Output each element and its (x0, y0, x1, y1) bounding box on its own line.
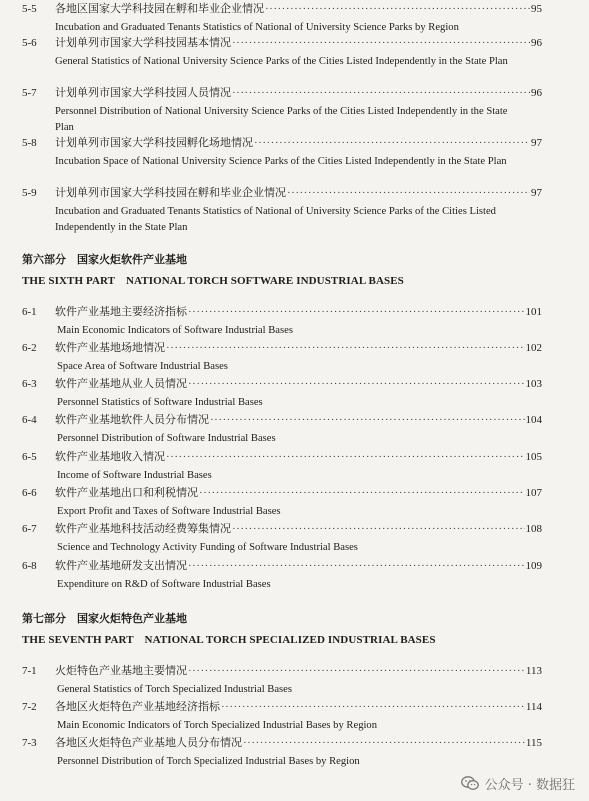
entry-number: 6-5 (22, 451, 37, 463)
leader-dots (166, 449, 525, 466)
leader-dots (188, 304, 525, 321)
entry-page: 109 (525, 560, 542, 572)
entry-title-zh: 软件产业基地场地情况 (55, 342, 165, 354)
toc-entry-5-9 (22, 185, 542, 236)
entry-number: 6-2 (22, 342, 37, 354)
toc-entry-5-7 (22, 85, 542, 136)
section-title-en: THE SIXTH PART NATIONAL TORCH SOFTWARE INDUSTRIAL BASES (22, 275, 404, 287)
leader-dots (232, 521, 525, 538)
entry-title-en: Expenditure on R&D of Software Industrial Bases (57, 579, 271, 590)
leader-dots (232, 35, 530, 52)
entry-number: 5-9 (22, 187, 37, 199)
entry-number: 5-5 (22, 3, 37, 15)
toc-entry-7-2 (22, 699, 542, 734)
entry-title-en: Main Economic Indicators of Torch Specialized Industrial Bases by Region (57, 720, 378, 731)
leader-dots (166, 340, 525, 357)
section-title-zh: 第六部分 国家火炬软件产业基地 (22, 254, 187, 266)
entry-page: 102 (525, 342, 542, 354)
entry-title-en: General Statistics of National University Science Parks of the Cities Listed Independently in the State Plan (55, 56, 508, 67)
entry-title-en: Personnel Distribution of National University Science Parks of the Cities Listed Independently in the State Plan (55, 106, 508, 133)
toc-entry-6-3 (22, 376, 542, 411)
toc-entry-5-8 (22, 135, 542, 170)
entry-title-en: Science and Technology Activity Funding of Software Industrial Bases (57, 542, 358, 553)
entry-title-en: Personnel Distribution of Torch Specialized Industrial Bases by Region (57, 756, 360, 767)
entry-title-zh: 计划单列市国家大学科技园基本情况 (55, 37, 231, 49)
toc-entry-6-5 (22, 449, 542, 484)
entry-page: 115 (525, 737, 542, 749)
leader-dots (199, 485, 525, 502)
entry-title-zh: 各地区国家大学科技园在孵和毕业企业情况 (55, 3, 264, 15)
entry-number: 7-1 (22, 665, 37, 677)
entry-page: 104 (525, 414, 542, 426)
section-title-zh: 第七部分 国家火炬特色产业基地 (22, 613, 187, 625)
entry-number: 7-3 (22, 737, 37, 749)
toc-entry-7-1 (22, 663, 542, 698)
entry-page: 97 (531, 137, 542, 149)
leader-dots (221, 699, 525, 716)
leader-dots (254, 135, 530, 152)
entry-page: 97 (531, 187, 542, 199)
entry-title-en: Main Economic Indicators of Software Industrial Bases (57, 325, 293, 336)
entry-title-zh: 软件产业基地科技活动经费筹集情况 (55, 523, 231, 535)
entry-title-en: Export Profit and Taxes of Software Industrial Bases (57, 506, 281, 517)
entry-title-zh: 计划单列市国家大学科技园孵化场地情况 (55, 137, 253, 149)
toc-entry-6-2 (22, 340, 542, 375)
entry-title-zh: 软件产业基地从业人员情况 (55, 378, 187, 390)
entry-number: 6-8 (22, 560, 37, 572)
entry-title-zh: 软件产业基地主要经济指标 (55, 306, 187, 318)
entry-page: 103 (525, 378, 542, 390)
entry-title-en: Incubation and Graduated Tenants Statistics of National of University Science Parks by Region (55, 22, 459, 33)
entry-title-zh: 软件产业基地研发支出情况 (55, 560, 187, 572)
entry-page: 95 (531, 3, 542, 15)
entry-page: 101 (525, 306, 542, 318)
section-title-en: THE SEVENTH PART NATIONAL TORCH SPECIALIZED INDUSTRIAL BASES (22, 634, 436, 646)
entry-title-en: Incubation and Graduated Tenants Statistics of National of University Science Parks of the Cities Listed Independently in the State Plan (55, 206, 496, 233)
section-heading-seventh (22, 611, 436, 649)
entry-number: 5-6 (22, 37, 37, 49)
watermark-text: 公众号 · 数据狂 (484, 778, 575, 793)
entry-title-en: Incubation Space of National University Science Parks of the Cities Listed Independently in the State Plan (55, 156, 507, 167)
leader-dots (265, 1, 530, 18)
toc-entry-6-4 (22, 412, 542, 447)
leader-dots (243, 735, 525, 752)
entry-number: 6-6 (22, 487, 37, 499)
entry-number: 6-3 (22, 378, 37, 390)
entry-title-zh: 计划单列市国家大学科技园人员情况 (55, 87, 231, 99)
entry-page: 105 (525, 451, 542, 463)
entry-page: 113 (525, 665, 542, 677)
leader-dots (188, 663, 525, 680)
entry-title-en: Space Area of Software Industrial Bases (57, 361, 228, 372)
wechat-icon (461, 776, 479, 791)
entry-title-zh: 各地区火炬特色产业基地经济指标 (55, 701, 220, 713)
entry-title-zh: 软件产业基地软件人员分布情况 (55, 414, 209, 426)
leader-dots (210, 412, 525, 429)
leader-dots (188, 558, 525, 575)
leader-dots (232, 85, 530, 102)
entry-number: 7-2 (22, 701, 37, 713)
entry-page: 96 (531, 87, 542, 99)
entry-page: 107 (525, 487, 542, 499)
entry-title-zh: 软件产业基地出口和利税情况 (55, 487, 198, 499)
toc-entry-6-8 (22, 558, 542, 593)
entry-title-zh: 软件产业基地收入情况 (55, 451, 165, 463)
leader-dots (188, 376, 525, 393)
entry-page: 108 (525, 523, 542, 535)
toc-entry-5-6 (22, 35, 542, 70)
entry-title-en: Personnel Distribution of Software Industrial Bases (57, 433, 276, 444)
entry-number: 5-8 (22, 137, 37, 149)
toc-entry-6-1 (22, 304, 542, 339)
entry-number: 6-1 (22, 306, 37, 318)
toc-entry-7-3 (22, 735, 542, 770)
toc-entry-6-7 (22, 521, 542, 556)
entry-page: 114 (525, 701, 542, 713)
entry-page: 96 (531, 37, 542, 49)
section-heading-sixth (22, 252, 404, 290)
leader-dots (287, 185, 530, 202)
entry-title-zh: 火炬特色产业基地主要情况 (55, 665, 187, 677)
entry-number: 6-4 (22, 414, 37, 426)
entry-number: 5-7 (22, 87, 37, 99)
entry-title-en: General Statistics of Torch Specialized Industrial Bases (57, 684, 293, 695)
entry-number: 6-7 (22, 523, 37, 535)
entry-title-en: Personnel Statistics of Software Industrial Bases (57, 397, 263, 408)
entry-title-en: Income of Software Industrial Bases (57, 470, 212, 481)
toc-entry-6-6 (22, 485, 542, 520)
watermark (461, 774, 575, 793)
toc-entry-5-5 (22, 1, 542, 36)
entry-title-zh: 计划单列市国家大学科技园在孵和毕业企业情况 (55, 187, 286, 199)
entry-title-zh: 各地区火炬特色产业基地人员分布情况 (55, 737, 242, 749)
